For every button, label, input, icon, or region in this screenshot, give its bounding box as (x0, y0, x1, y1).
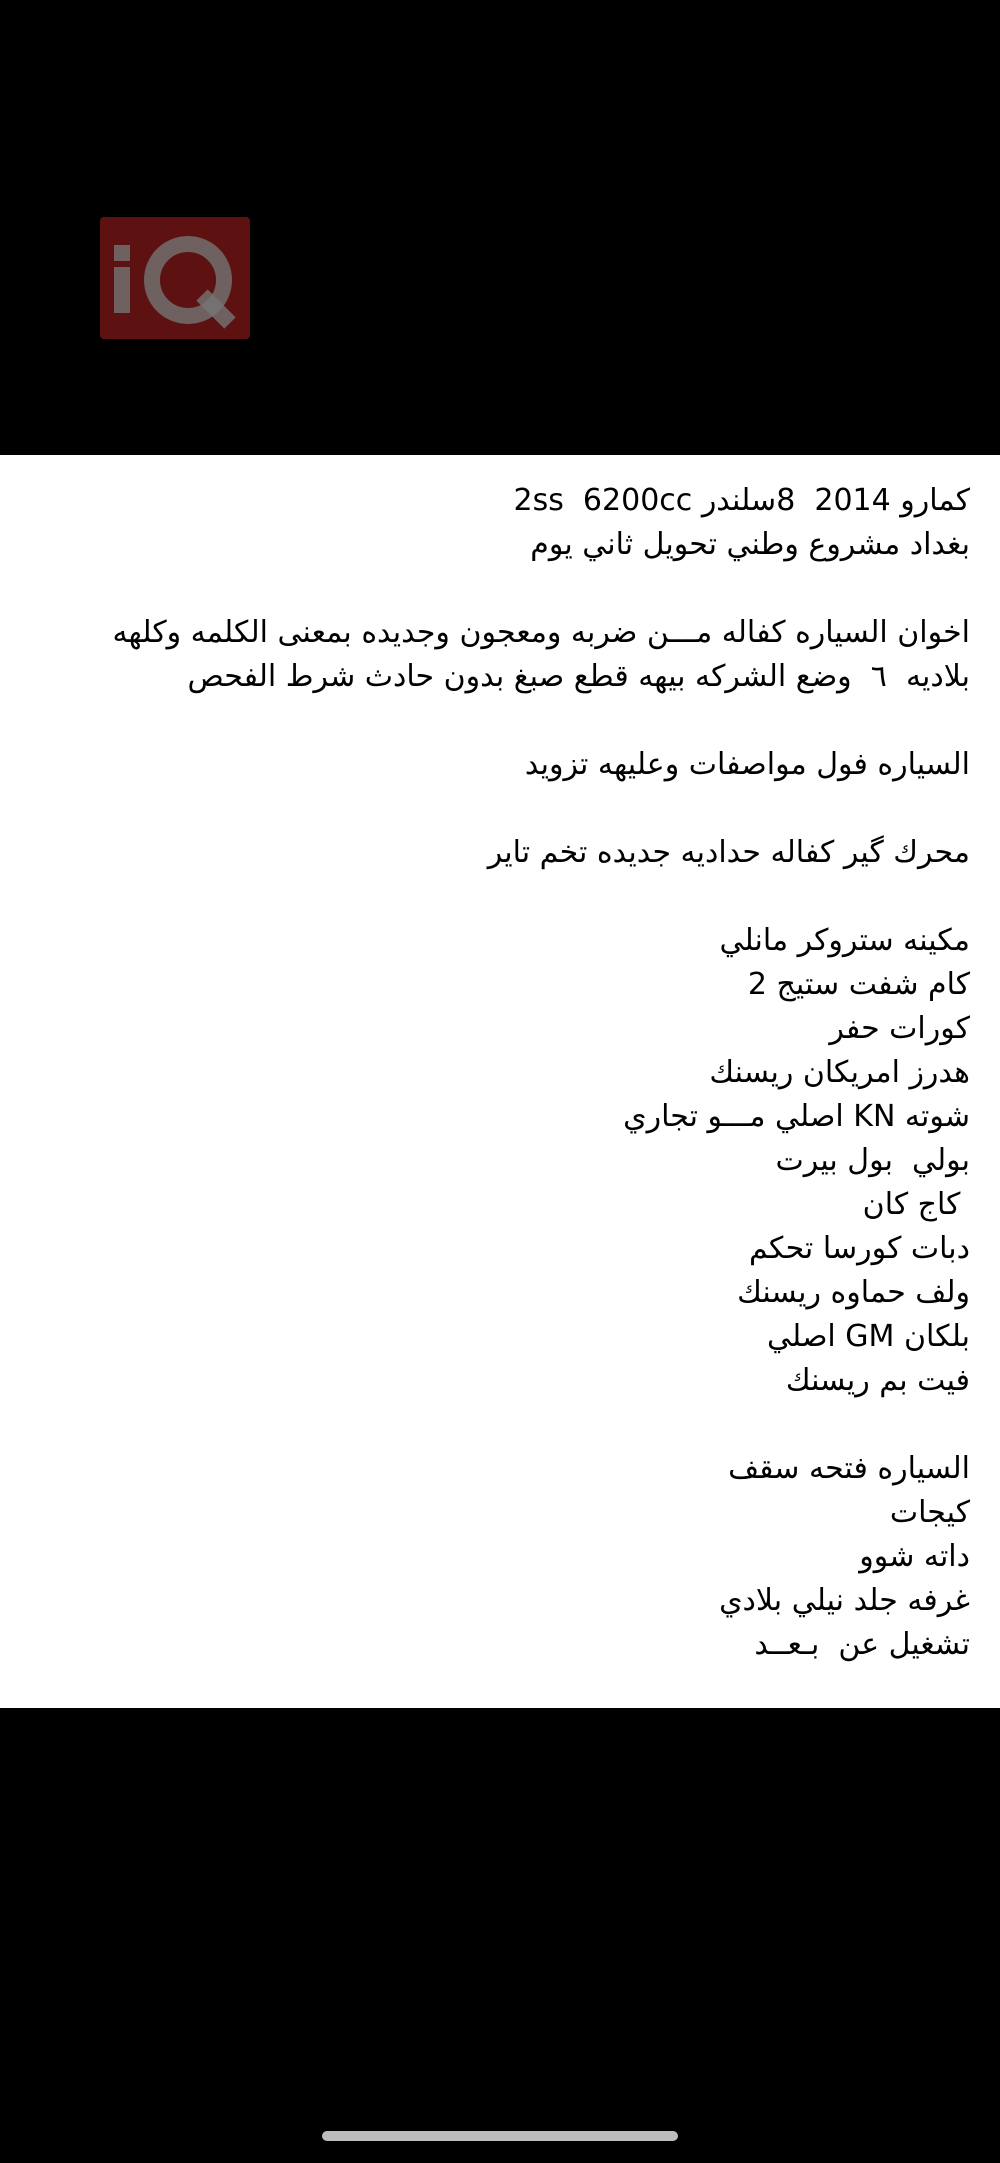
text-line: كاج كان (862, 1187, 970, 1222)
text-line: السياره فتحه سقف (728, 1451, 970, 1486)
text-line: كورات حفر (829, 1011, 970, 1046)
text-line: السياره فول مواصفات وعليهه تزويد (524, 747, 970, 782)
text-line: تشغيل عن بـعــد (754, 1627, 970, 1662)
text-line-empty (20, 567, 970, 611)
text-line: داته شوو (859, 1539, 970, 1574)
post-description (20, 479, 970, 1667)
text-line-empty (20, 1403, 970, 1447)
text-line: بلاديه ٦ وضع الشركه بيهه قطع صبغ بدون حادث شرط الفحص (187, 659, 970, 694)
top-black-area (0, 0, 1000, 455)
bottom-black-area (0, 1708, 1000, 2163)
iq-logo-svg (100, 217, 250, 339)
text-line-empty (20, 699, 970, 743)
text-line: محرك گير كفاله حداديه جديده تخم تاير (487, 835, 970, 870)
text-line: فيت بم ريسنك (785, 1363, 970, 1398)
text-line-empty (20, 875, 970, 919)
text-line: هدرز امريكان ريسنك (709, 1055, 970, 1090)
iq-logo-watermark-icon (100, 217, 250, 339)
text-line: كام شفت ستيج 2 (747, 967, 970, 1002)
post-text-panel (0, 455, 1000, 1708)
text-line: مكينه ستروكر مانلي (719, 923, 970, 958)
text-line: دبات كورسا تحكم (749, 1231, 970, 1266)
text-line: اخوان السياره كفاله مـــن ضربه ومعجون وجديده بمعنى الكلمه وكلهه (112, 615, 970, 650)
home-indicator[interactable] (322, 2131, 678, 2141)
text-line: شوته KN اصلي مـــو تجاري (623, 1099, 970, 1134)
text-line: بغداد مشروع وطني تحويل ثاني يوم (520, 527, 970, 562)
text-line: كمارو 2014 8سلندر 2ss 6200cc (513, 483, 970, 518)
text-line: ولف حماوه ريسنك (737, 1275, 970, 1310)
text-line: كيجات (889, 1495, 970, 1530)
text-line-empty (20, 787, 970, 831)
text-line: بولي بول بيرت (775, 1143, 970, 1178)
text-line: غرفه جلد نيلي بلادي (719, 1583, 970, 1618)
text-line: بلكان GM اصلي (767, 1319, 970, 1354)
